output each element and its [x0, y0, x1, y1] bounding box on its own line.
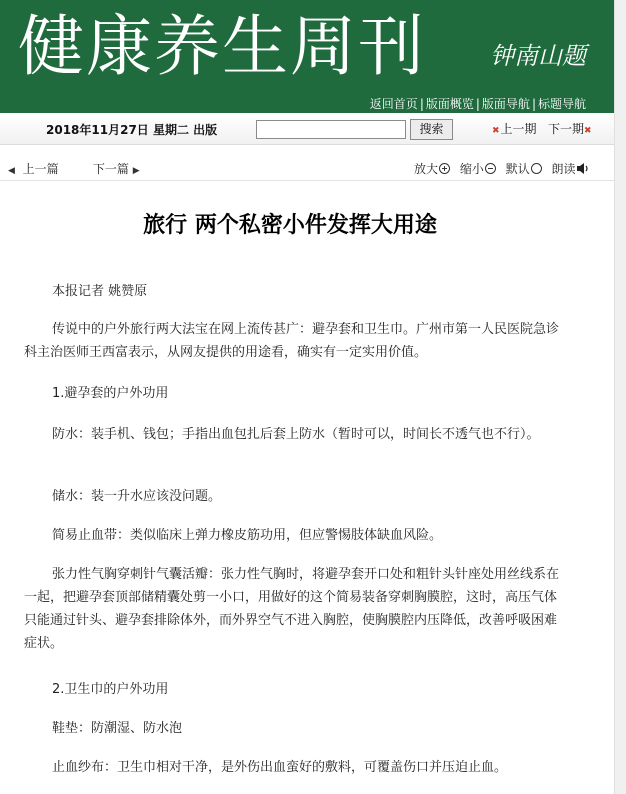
- nav-link-title-navigation[interactable]: 标题导航: [537, 97, 586, 111]
- triangle-right-icon: ▶: [132, 166, 140, 176]
- article-paragraph: 简易止血带：类似临床上弹力橡皮筋功用，但应警惕肢体缺血风险。: [52, 528, 443, 543]
- issue-date: 2018年11月27日 星期二 出版: [46, 123, 218, 137]
- next-issue-icon: ✖: [584, 126, 592, 136]
- masthead-signature: 钟南山题: [490, 42, 586, 70]
- nav-link-page-overview[interactable]: 版面概览: [425, 97, 474, 111]
- search-button[interactable]: 搜索: [410, 119, 453, 140]
- search-input[interactable]: [256, 120, 406, 139]
- article-paragraph: 防水：装手机、钱包；手指出血包扎后套上防水（暂时可以，时间长不透气也不行）。: [52, 427, 540, 442]
- zoom-in-icon: [439, 163, 450, 174]
- zoom-out-label: 缩小: [459, 162, 484, 176]
- article-paragraph: 储水：装一升水应该没问题。: [52, 489, 222, 504]
- top-nav-bar: [0, 96, 614, 113]
- article-title: 旅行 两个私密小件发挥大用途: [143, 213, 437, 238]
- article-toolbar: [0, 153, 614, 181]
- next-issue-link[interactable]: 下一期: [548, 122, 585, 136]
- default-size-icon: [531, 163, 542, 174]
- prev-article-label: 上一篇: [22, 162, 59, 176]
- top-nav-links: 返回首页 | 版面概览 | 版面导航 | 标题导航: [369, 97, 586, 111]
- speaker-icon: [576, 162, 590, 175]
- triangle-left-icon: ◀: [8, 166, 15, 176]
- next-article-button[interactable]: [93, 162, 140, 176]
- prev-article-button[interactable]: [8, 162, 59, 176]
- reading-tools: [414, 160, 596, 177]
- read-aloud-label: 朗读: [551, 162, 576, 176]
- next-article-label: 下一篇: [92, 162, 129, 176]
- default-size-label: 默认: [505, 162, 530, 176]
- date-search-bar: [0, 113, 614, 145]
- zoom-out-icon: [485, 163, 496, 174]
- issue-navigation: [492, 120, 593, 137]
- prev-issue-link[interactable]: 上一期: [500, 122, 537, 136]
- article-pager: [8, 160, 140, 177]
- article-paragraph: 鞋垫：防潮湿、防水泡: [52, 721, 183, 736]
- article-byline: 本报记者 姚赞原: [52, 284, 148, 299]
- zoom-in-label: 放大: [414, 162, 439, 176]
- masthead-banner: [0, 0, 614, 96]
- article-paragraph: 张力性气胸穿刺针气囊活瓣：张力性气胸时，将避孕套开口处和粗针头针座处用丝线系在一起，把避孕套顶部储精囊处剪一小口，用做好的这个简易装备穿刺胸膜腔，这时，高压气体只能通过针头、避孕套排除体外，而外界空气不进入胸腔，使胸膜腔内压降低，改善呼吸困难症状。: [24, 567, 560, 651]
- zoom-out-button[interactable]: [460, 162, 496, 176]
- nav-link-home[interactable]: 返回首页: [369, 97, 418, 111]
- article-paragraph: 传说中的户外旅行两大法宝在网上流传甚广：避孕套和卫生巾。广州市第一人民医院急诊科主治医师王西富表示，从网友提供的用途看，确实有一定实用价值。: [24, 322, 560, 360]
- article-paragraph: 止血纱布：卫生巾相对干净，是外伤出血蛮好的敷料，可覆盖伤口并压迫止血。: [52, 760, 508, 775]
- nav-link-page-navigation[interactable]: 版面导航: [481, 97, 530, 111]
- masthead-title: 健康养生周刊: [18, 8, 426, 85]
- zoom-in-button[interactable]: [414, 162, 450, 176]
- article-paragraph: 1.避孕套的户外功用: [52, 386, 169, 401]
- prev-issue-icon: ✖: [492, 126, 500, 136]
- scrollbar[interactable]: [614, 0, 626, 794]
- read-aloud-button[interactable]: [552, 162, 590, 176]
- article-paragraph: 2.卫生巾的户外功用: [52, 682, 169, 697]
- default-size-button[interactable]: [506, 162, 542, 176]
